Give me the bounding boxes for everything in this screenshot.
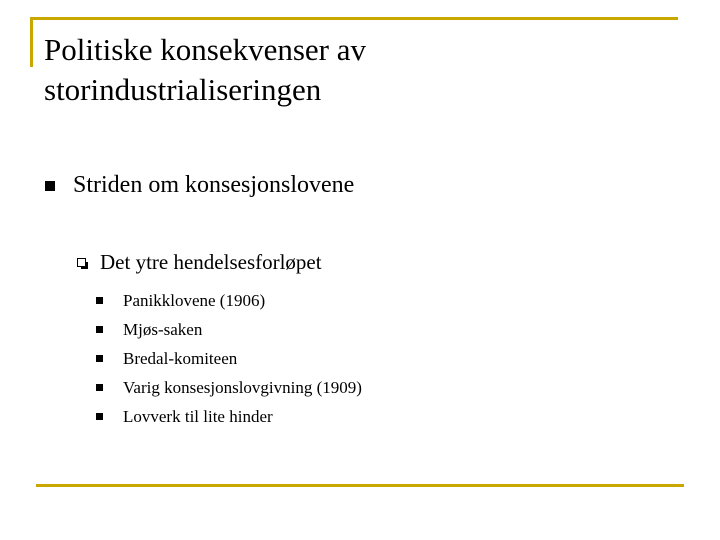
list-item xyxy=(96,344,362,373)
square-bullet-icon xyxy=(96,413,103,420)
bullet-level2 xyxy=(77,250,322,275)
list-item-text: Lovverk til lite hinder xyxy=(123,406,273,426)
bullet-level2-text: Det ytre hendelsesforløpet xyxy=(100,250,322,274)
list-item-text: Varig konsesjonslovgivning (1909) xyxy=(123,377,362,397)
bullet-level3-list xyxy=(96,286,362,431)
list-item xyxy=(96,315,362,344)
square-bullet-icon xyxy=(45,181,55,191)
bullet-level1 xyxy=(45,172,354,199)
list-item-text: Mjøs-saken xyxy=(123,319,203,339)
bottom-rule xyxy=(36,484,684,487)
list-item xyxy=(96,286,362,315)
bullet-level1-text: Striden om konsesjonslovene xyxy=(73,172,355,198)
list-item-text: Panikklovene (1906) xyxy=(123,290,266,310)
title-line-2: storindustrialiseringen xyxy=(44,72,322,107)
list-item xyxy=(96,402,362,431)
square-bullet-icon xyxy=(96,297,103,304)
list-item xyxy=(96,373,362,402)
square-bullet-icon xyxy=(96,384,103,391)
list-item-text: Bredal-komiteen xyxy=(123,348,238,368)
slide-title xyxy=(44,30,664,110)
square-bullet-icon xyxy=(96,355,103,362)
title-line-1: Politiske konsekvenser av xyxy=(44,32,367,67)
left-rule xyxy=(30,17,33,67)
square-bullet-icon xyxy=(96,326,103,333)
top-rule xyxy=(30,17,678,20)
hollow-square-bullet-icon xyxy=(77,258,86,267)
